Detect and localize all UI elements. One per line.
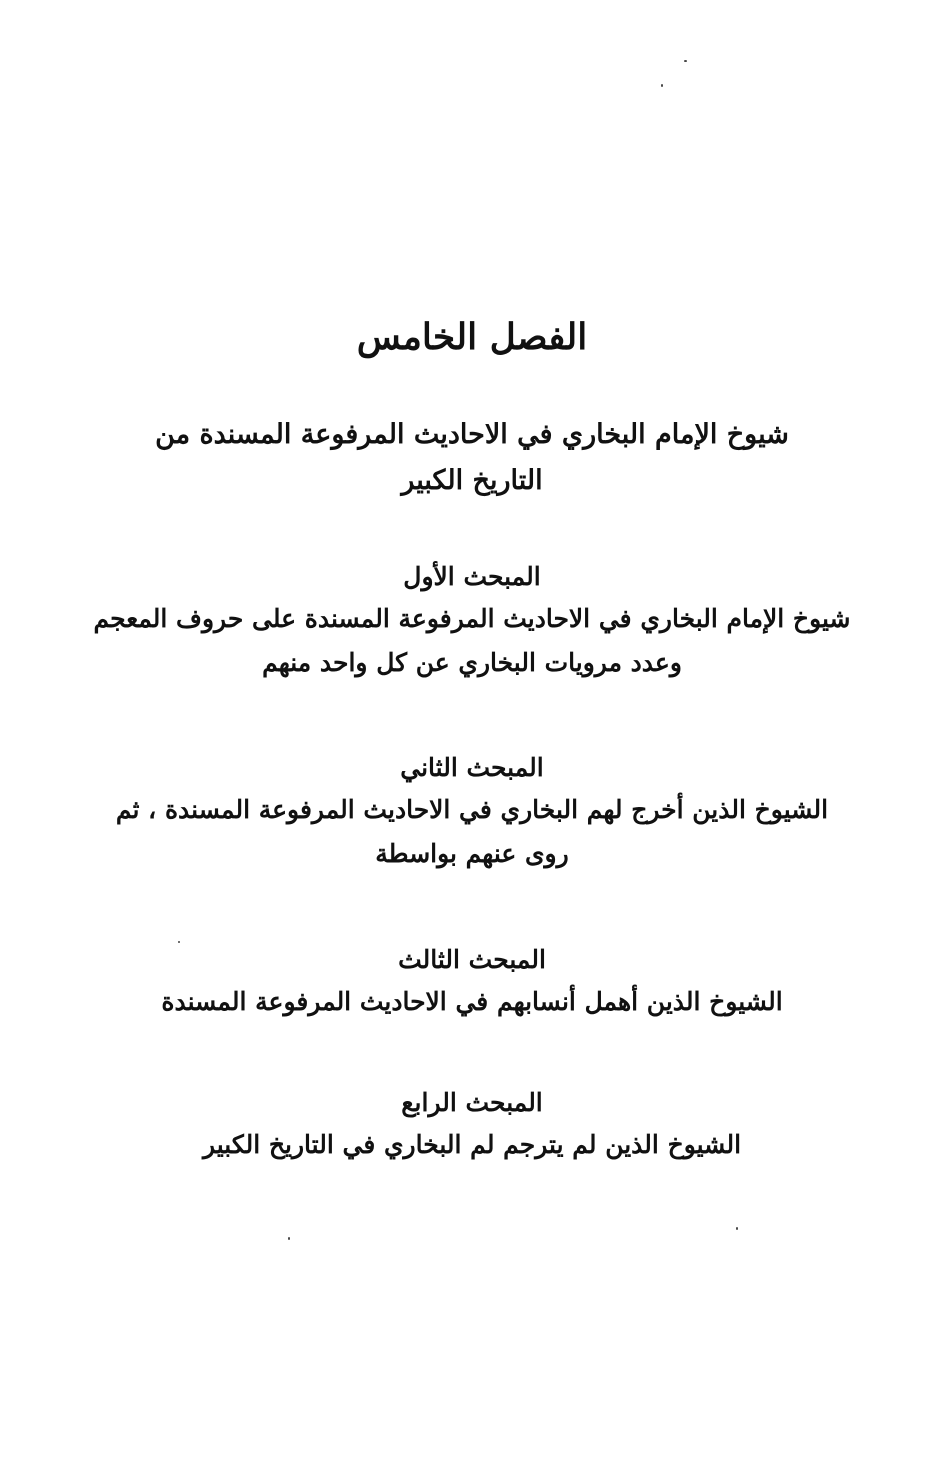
- scan-speck: [661, 84, 663, 87]
- chapter-subtitle: شيوخ الإمام البخاري في الاحاديث المرفوعة المسندة من التاريخ الكبير: [155, 419, 789, 496]
- scan-speck: [178, 941, 180, 943]
- section-description: شيوخ الإمام البخاري في الاحاديث المرفوعة المسندة على حروف المعجم وعدد مرويات البخاري عن كل واحد منهم: [93, 604, 851, 677]
- section-description: الشيوخ الذين لم يترجم لم البخاري في التاريخ الكبير: [202, 1130, 742, 1159]
- scan-speck: [684, 60, 687, 62]
- scan-speck: [736, 1227, 738, 1230]
- section-3: [90, 940, 854, 1024]
- section-heading: المبحث الرابع: [401, 1088, 543, 1117]
- section-heading: المبحث الأول: [403, 562, 541, 591]
- section-heading: المبحث الثاني: [400, 753, 544, 782]
- section-description: الشيوخ الذين أهمل أنسابهم في الاحاديث المرفوعة المسندة: [161, 987, 783, 1016]
- section-1: [90, 557, 854, 685]
- chapter-title: الفصل الخامس: [356, 316, 588, 358]
- section-description: الشيوخ الذين أخرج لهم البخاري في الاحاديث المرفوعة المسندة ، ثم روى عنهم بواسطة: [115, 795, 829, 868]
- section-heading: المبحث الثالث: [398, 945, 546, 974]
- section-2: [90, 748, 854, 876]
- scan-speck: [288, 1237, 290, 1240]
- section-4: [90, 1083, 854, 1167]
